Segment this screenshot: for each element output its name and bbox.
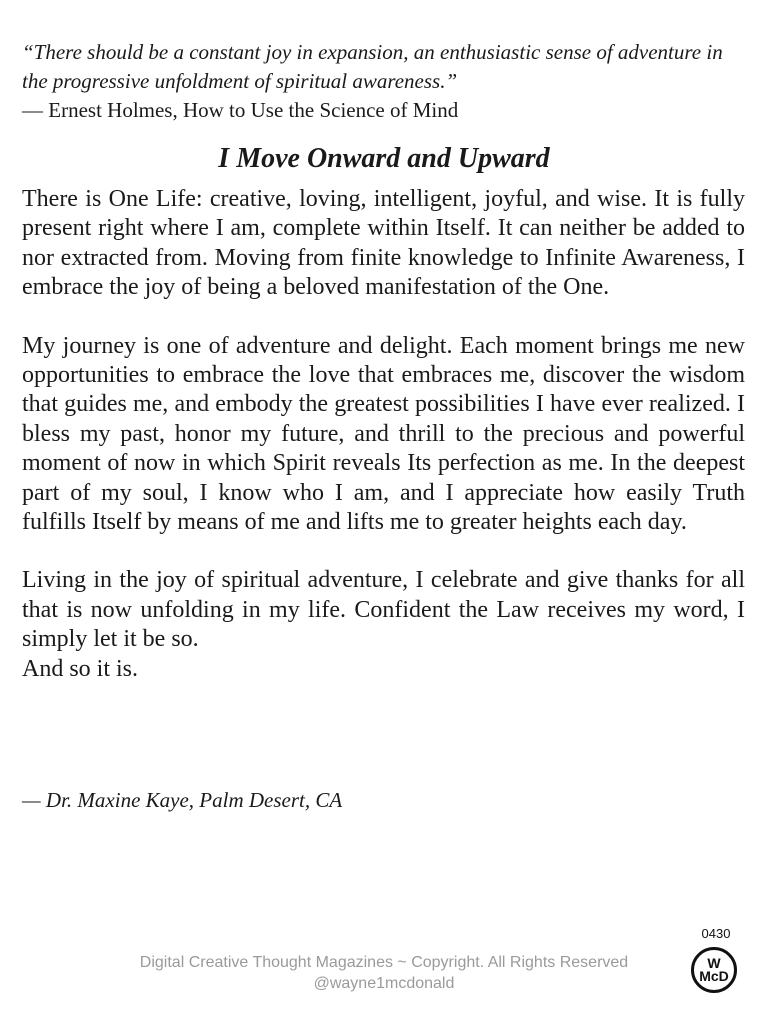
page-code: 0430 <box>701 926 731 941</box>
paragraph-1: There is One Life: creative, loving, intelligent, joyful, and wise. It is fully present right where I am, complete within Itself. It can neither be added to nor extracted from. Moving from finite knowledge to Infinite Awareness, I embrace the joy of being a beloved manifestation of the One. <box>22 186 745 301</box>
wmcd-logo <box>691 947 737 993</box>
copyright-text: Digital Creative Thought Magazines ~ Copyright. All Rights Reserved <box>139 954 629 971</box>
logo-top-text: W <box>707 955 721 971</box>
footer <box>100 952 668 994</box>
page-title: I Move Onward and Upward <box>218 143 550 174</box>
quote-text: “There should be a constant joy in expansion, an enthusiastic sense of adventure in the progressive unfoldment of spiritual awareness.” <box>22 40 723 93</box>
logo-bottom-text: McD <box>699 968 729 984</box>
quote-attribution: — Ernest Holmes, How to Use the Science of Mind <box>22 98 459 122</box>
opening-quote <box>22 38 752 125</box>
author-signature: — Dr. Maxine Kaye, Palm Desert, CA <box>22 788 343 812</box>
treatment-body <box>22 185 745 684</box>
closing-line: And so it is. <box>22 655 139 682</box>
social-handle: @wayne1mcdonald <box>313 975 455 992</box>
paragraph-2: My journey is one of adventure and delight. Each moment brings me new opportunities to embrace the love that embraces me, discover the wisdom that guides me, and embody the greatest possibilities I have ever realized. I bless my past, honor my future, and thrill to the precious and powerful moment of now in which Spirit reveals Its perfection as me. In the deepest part of my soul, I know who I am, and I appreciate how easily Truth fulfills Itself by means of me and lifts me to greater heights each day. <box>22 332 745 536</box>
paragraph-3: Living in the joy of spiritual adventure, I celebrate and give thanks for all that is now unfolding in my life. Confident the Law receives my word, I simply let it be so. <box>22 567 745 653</box>
